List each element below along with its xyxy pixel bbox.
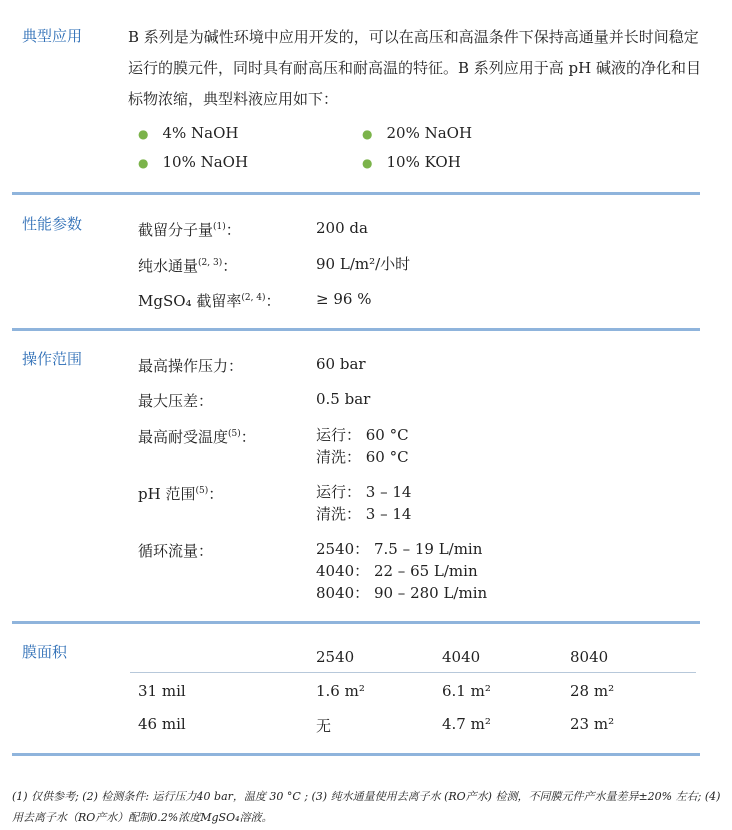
bullet-dot-icon: ● [362, 127, 373, 141]
area-cell: 23 m² [570, 715, 615, 733]
section-divider [12, 753, 700, 756]
bullet-dot-icon: ● [138, 156, 149, 170]
section-title-performance: 性能参数 [22, 215, 83, 233]
section-divider [12, 328, 700, 331]
mwco-label: 截留分子量$^{(1)}$： [138, 221, 241, 239]
area-row-name: 46 mil [138, 715, 186, 733]
ph-label: pH 范围$^{(5)}$： [138, 485, 224, 503]
area-cell: 6.1 m² [442, 682, 491, 700]
area-header-8040: 8040 [570, 648, 609, 666]
area-row-name: 31 mil [138, 682, 186, 700]
flux-label: 纯水通量$^{(2, 3)}$： [138, 257, 238, 275]
bullet-item: ● 20% NaOH [362, 124, 473, 142]
area-cell: 4.7 m² [442, 715, 491, 733]
bullet-item: ● 10% KOH [362, 153, 461, 171]
ph-clean-value: 清洗： 3 – 14 [316, 505, 412, 523]
section-divider [12, 192, 700, 195]
footnote: (1) 仅供参考; (2) 检测条件: 运行压力40 bar，温度 30 °C ; (3) 纯水通量使用去离子水 (RO产水) 检测，不同膜元件产水量差异±20% 左右; (4) 用去离子水（RO产水）配制0.2%浓度MgSO₄溶液。 [12, 790, 721, 824]
pressure-value: 60 bar [316, 355, 366, 373]
dp-value: 0.5 bar [316, 390, 371, 408]
area-cell: 无 [316, 717, 332, 735]
flux-value: 90 L/m²/小时 [316, 255, 411, 273]
bullet-item: ● 4% NaOH [138, 124, 239, 142]
bullet-dot-icon: ● [138, 127, 149, 141]
flow-4040-value: 4040： 22 – 65 L/min [316, 562, 478, 580]
section-title-operation: 操作范围 [22, 350, 83, 368]
temp-label: 最高耐受温度$^{(5)}$： [138, 428, 256, 446]
flow-label: 循环流量： [138, 542, 214, 560]
rejection-value: ≥ 96 % [316, 290, 372, 308]
section-title-area: 膜面积 [22, 643, 68, 661]
mwco-value: 200 da [316, 219, 368, 237]
area-header-2540: 2540 [316, 648, 355, 666]
section-divider [12, 621, 700, 624]
temp-run-value: 运行： 60 °C [316, 426, 409, 444]
bullet-item: ● 10% NaOH [138, 153, 249, 171]
table-header-divider [130, 672, 696, 673]
section-title-typical: 典型应用 [22, 27, 83, 45]
area-cell: 28 m² [570, 682, 615, 700]
bullet-dot-icon: ● [362, 156, 373, 170]
temp-clean-value: 清洗： 60 °C [316, 448, 409, 466]
area-cell: 1.6 m² [316, 682, 365, 700]
area-header-4040: 4040 [442, 648, 481, 666]
flow-2540-value: 2540： 7.5 – 19 L/min [316, 540, 483, 558]
ph-run-value: 运行： 3 – 14 [316, 483, 412, 501]
intro-paragraph: B 系列是为碱性环境中应用开发的，可以在高压和高温条件下保持高通量并长时间稳定运行的膜元件，同时具有耐高压和耐高温的特征。B 系列应用于高 pH 碱液的净化和目标物浓缩，典型料液应用如下： [128, 28, 702, 108]
dp-label: 最大压差： [138, 392, 214, 410]
pressure-label: 最高操作压力： [138, 357, 244, 375]
rejection-label: MgSO₄ 截留率$^{(2, 4)}$： [138, 292, 281, 310]
flow-8040-value: 8040： 90 – 280 L/min [316, 584, 488, 602]
